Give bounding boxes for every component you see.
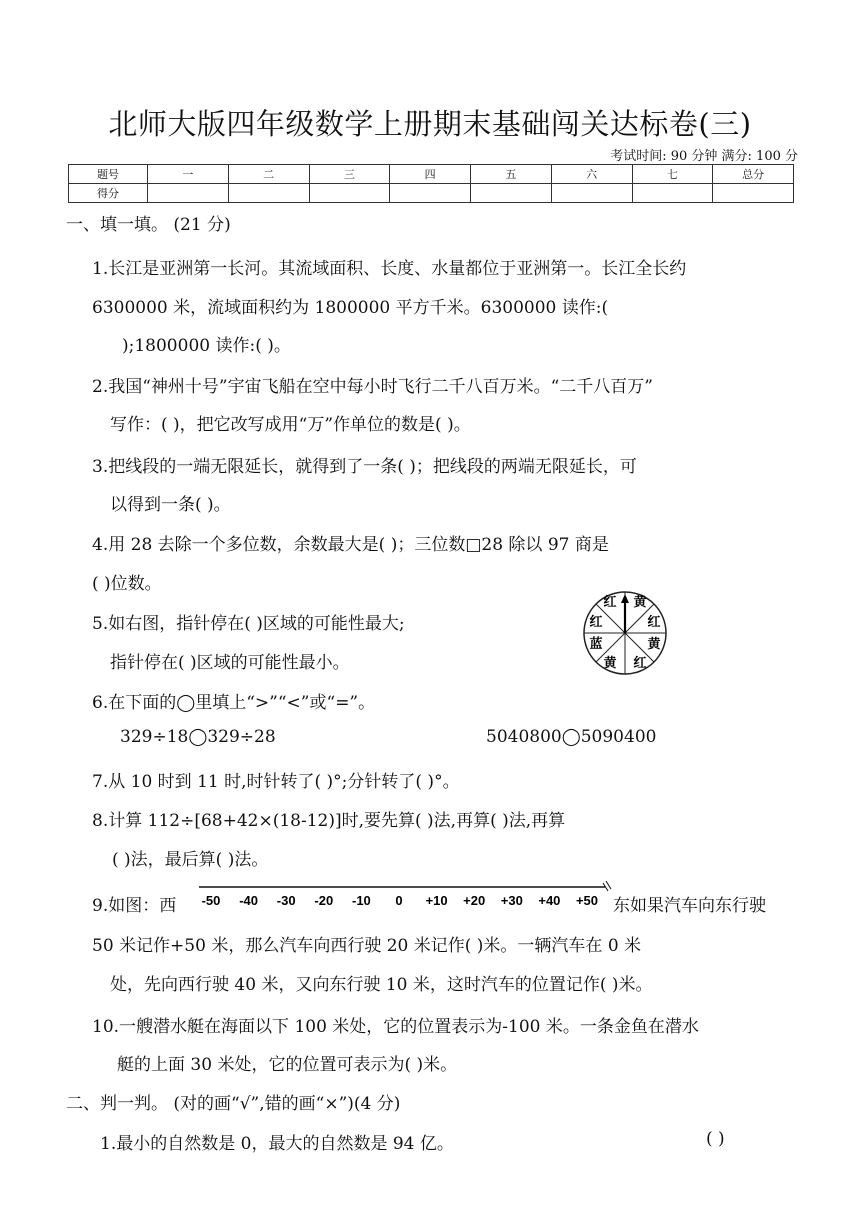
q5-line1: 5.如右图，指针停在( )区域的可能性最大; <box>92 614 405 634</box>
number-line-tick-label: -30 <box>276 893 296 908</box>
judge-q1: 1.最小的自然数是 0，最大的自然数是 94 亿。 <box>100 1134 454 1154</box>
number-line-tick-label: -50 <box>201 893 221 908</box>
score-input-cell[interactable] <box>390 184 471 203</box>
q4-line2: ( )位数。 <box>92 574 162 594</box>
number-line <box>197 879 617 913</box>
q8-line1: 8.计算 112÷[68+42×(18-12)]时,要先算( )法,再算( )法,再算 <box>92 811 566 831</box>
number-line-end-mark <box>603 881 611 891</box>
score-table <box>68 164 794 203</box>
score-cell: 二 <box>228 165 309 184</box>
q3-line1: 3.把线段的一端无限延长，就得到了一条( )；把线段的两端无限延长，可 <box>92 457 637 477</box>
number-line-tick-label: -40 <box>239 893 258 908</box>
q1-line2: 6300000 米，流域面积约为 1800000 平方千米。6300000 读作:( <box>92 298 609 318</box>
score-cell: 总分 <box>713 165 794 184</box>
q7-line1: 7.从 10 时到 11 时,时针转了( )°;分针转了( )°。 <box>92 772 460 792</box>
q4-line1: 4.用 28 去除一个多位数，余数最大是( )；三位数□28 除以 97 商是 <box>92 535 609 555</box>
q10-line1: 10.一艘潜水艇在海面以下 100 米处，它的位置表示为-100 米。一条金鱼在潜水 <box>92 1017 699 1037</box>
q1-line1: 1.长江是亚洲第一长河。其流域面积、长度、水量都位于亚洲第一。长江全长约 <box>92 259 687 279</box>
score-cell: 四 <box>390 165 471 184</box>
score-table-header-row <box>69 165 794 184</box>
score-cell: 三 <box>309 165 390 184</box>
section2-heading: 二、判一判。 (对的画“√”,错的画“×”)(4 分) <box>66 1094 401 1114</box>
q6-compare-a: 329÷18◯329÷28 <box>120 727 276 747</box>
spinner-wheel <box>582 590 668 676</box>
q2-line2: 写作：( )，把它改写成用“万”作单位的数是( )。 <box>110 415 471 435</box>
wheel-sector-label: 红 <box>633 656 647 671</box>
score-cell: 五 <box>471 165 552 184</box>
number-line-tick-label: +10 <box>425 893 448 908</box>
exam-meta: 考试时间: 90 分钟 满分: 100 分 <box>610 149 798 164</box>
q6-line1: 6.在下面的◯里填上“>”“<”或“=”。 <box>92 693 376 713</box>
page-title: 北师大版四年级数学上册期末基础闯关达标卷(三) <box>108 107 752 141</box>
q10-line2: 艇的上面 30 米处，它的位置可表示为( )米。 <box>117 1055 458 1075</box>
q8-line2: ( )法，最后算( )法。 <box>112 850 269 870</box>
score-table-score-row <box>69 184 794 203</box>
q9-suffix: 东如果汽车向东行驶 <box>613 896 766 916</box>
score-cell: 一 <box>148 165 229 184</box>
wheel-sector-label: 红 <box>603 595 617 610</box>
number-line-tick-label: +20 <box>463 893 486 908</box>
q9-prefix: 9.如图：西 <box>92 896 177 916</box>
wheel-sector-label: 黄 <box>603 656 617 671</box>
q9-line2: 50 米记作+50 米，那么汽车向西行驶 20 米记作( )米。一辆汽车在 0 米 <box>92 936 642 956</box>
wheel-sector-label: 蓝 <box>589 637 603 652</box>
judge-q1-answer-box[interactable]: ( ) <box>706 1129 725 1149</box>
score-input-cell[interactable] <box>228 184 309 203</box>
number-line-tick-label: +50 <box>575 893 599 908</box>
number-line-tick-label: +30 <box>500 893 523 908</box>
q9-line3: 处，先向西行驶 40 米，又向东行驶 10 米，这时汽车的位置记作( )米。 <box>110 975 653 995</box>
number-line-tick-label: +40 <box>538 893 561 908</box>
q1-line3: );1800000 读作:( )。 <box>122 336 291 356</box>
wheel-sector-label: 红 <box>647 615 661 630</box>
number-line-tick-label: 0 <box>395 893 403 908</box>
section1-heading: 一、填一填。 (21 分) <box>66 215 231 235</box>
q5-line2: 指针停在( )区域的可能性最小。 <box>110 653 350 673</box>
score-input-cell[interactable] <box>309 184 390 203</box>
score-input-cell[interactable] <box>471 184 552 203</box>
score-input-cell[interactable] <box>713 184 794 203</box>
number-line-tick-label: -20 <box>314 893 334 908</box>
wheel-sector-label: 黄 <box>647 637 661 652</box>
score-input-cell[interactable] <box>632 184 713 203</box>
q3-line2: 以得到一条( )。 <box>110 495 231 515</box>
score-input-cell[interactable] <box>148 184 229 203</box>
wheel-sector-label: 红 <box>589 615 603 630</box>
number-line-tick-label: -10 <box>352 893 371 908</box>
score-cell: 题号 <box>69 165 148 184</box>
q6-compare-b: 5040800◯5090400 <box>486 727 657 747</box>
score-cell: 七 <box>632 165 713 184</box>
score-row-label: 得分 <box>69 184 148 203</box>
score-cell: 六 <box>551 165 632 184</box>
q2-line1: 2.我国“神州十号”宇宙飞船在空中每小时飞行二千八百万米。“二千八百万” <box>92 377 653 397</box>
wheel-sector-label: 黄 <box>633 595 647 610</box>
score-input-cell[interactable] <box>551 184 632 203</box>
pointer-arrowhead <box>621 594 629 603</box>
